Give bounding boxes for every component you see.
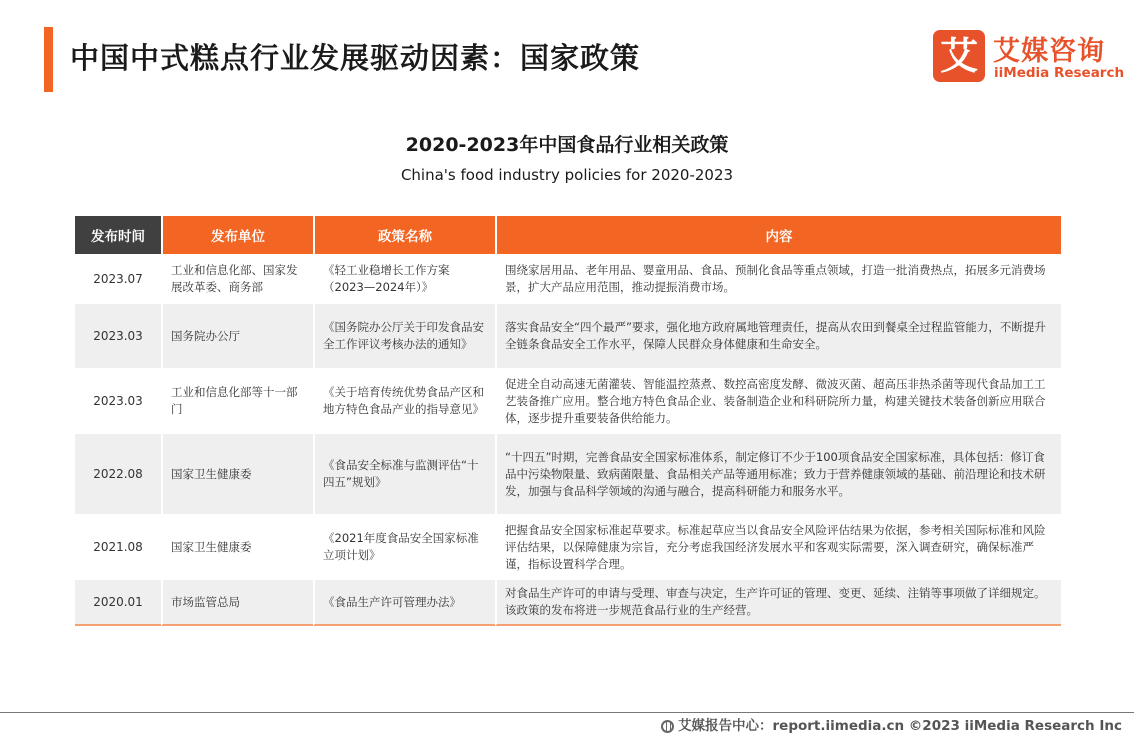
logo-chinese-name: 艾媒咨询	[993, 36, 1105, 67]
table-row	[75, 434, 1061, 514]
cell-policy: 《轻工业稳增长工作方案（2023—2024年）》	[313, 254, 495, 304]
footer-text: 艾媒报告中心：report.iimedia.cn ©2023 iiMedia Research Inc	[678, 718, 1122, 734]
cell-policy: 《2021年度食品安全国家标准立项计划》	[313, 514, 495, 580]
table-row	[75, 254, 1061, 304]
globe-icon	[661, 720, 674, 733]
column-header-issuer: 发布单位	[161, 216, 313, 254]
footer	[661, 714, 1122, 734]
cell-content: 对食品生产许可的申请与受理、审查与决定，生产许可证的管理、变更、延续、注销等事项做了详细规定。该政策的发布将进一步规范食品行业的生产经营。	[495, 580, 1061, 626]
cell-issuer: 国家卫生健康委	[161, 514, 313, 580]
title-accent-bar	[44, 27, 53, 92]
cell-policy: 《食品安全标准与监测评估“十四五”规划》	[313, 434, 495, 514]
logo-mark-icon: 艾	[933, 30, 985, 82]
column-header-content: 内容	[495, 216, 1061, 254]
cell-content: 把握食品安全国家标准起草要求。标准起草应当以食品安全风险评估结果为依据，参考相关国际标准和风险评估结果，以保障健康为宗旨，充分考虑我国经济发展水平和客观实际需要，深入调查研究，确保标准严谨，指标设置科学合理。	[495, 514, 1061, 580]
cell-date: 2022.08	[75, 434, 161, 514]
cell-date: 2020.01	[75, 580, 161, 626]
column-header-policy: 政策名称	[313, 216, 495, 254]
table-header-row	[75, 216, 1061, 254]
cell-content: 促进全自动高速无菌灌装、智能温控蒸煮、数控高密度发酵、微波灭菌、超高压非热杀菌等现代食品加工工艺装备推广应用。整合地方特色食品企业、装备制造企业和科研院所力量，构建关键技术装备创新应用联合体，逐步提升重要装备供给能力。	[495, 368, 1061, 434]
policy-table	[75, 216, 1061, 626]
footer-divider	[0, 712, 1134, 713]
cell-content: 围绕家居用品、老年用品、婴童用品、食品、预制化食品等重点领域，打造一批消费热点，拓展多元消费场景，扩大产品应用范围，推动提振消费市场。	[495, 254, 1061, 304]
page-title: 中国中式糕点行业发展驱动因素：国家政策	[70, 41, 641, 75]
cell-issuer: 国家卫生健康委	[161, 434, 313, 514]
table-row	[75, 580, 1061, 626]
cell-content: “十四五”时期，完善食品安全国家标准体系，制定修订不少于100项食品安全国家标准，具体包括：修订食品中污染物限量、致病菌限量、食品相关产品等通用标准；致力于营养健康领域的基础、前沿理论和技术研发，加强与食品科学领域的沟通与融合，提高科研能力和服务水平。	[495, 434, 1061, 514]
cell-date: 2023.07	[93, 271, 143, 286]
cell-policy: 《关于培育传统优势食品产区和地方特色食品产业的指导意见》	[313, 368, 495, 434]
cell-policy: 《食品生产许可管理办法》	[313, 580, 495, 626]
cell-policy: 《国务院办公厅关于印发食品安全工作评议考核办法的通知》	[313, 304, 495, 368]
cell-date: 2023.03	[93, 393, 143, 408]
table-title: 2020-2023年中国食品行业相关政策	[405, 134, 729, 156]
column-header-date: 发布时间	[75, 216, 161, 254]
table-row	[75, 514, 1061, 580]
cell-date: 2023.03	[75, 304, 161, 368]
iimedia-logo	[933, 30, 1125, 86]
table-row	[75, 304, 1061, 368]
cell-issuer: 工业和信息化部等十一部门	[161, 368, 313, 434]
table-row	[75, 368, 1061, 434]
cell-date: 2021.08	[93, 539, 143, 554]
table-subtitle: China's food industry policies for 2020-2023	[400, 166, 734, 184]
cell-issuer: 市场监管总局	[161, 580, 313, 626]
cell-issuer: 国务院办公厅	[161, 304, 313, 368]
cell-content: 落实食品安全“四个最严”要求，强化地方政府属地管理责任，提高从农田到餐桌全过程监管能力，不断提升全链条食品安全工作水平，保障人民群众身体健康和生命安全。	[495, 304, 1061, 368]
cell-issuer: 工业和信息化部、国家发展改革委、商务部	[161, 254, 313, 304]
logo-english-name: iiMedia Research	[994, 65, 1125, 81]
